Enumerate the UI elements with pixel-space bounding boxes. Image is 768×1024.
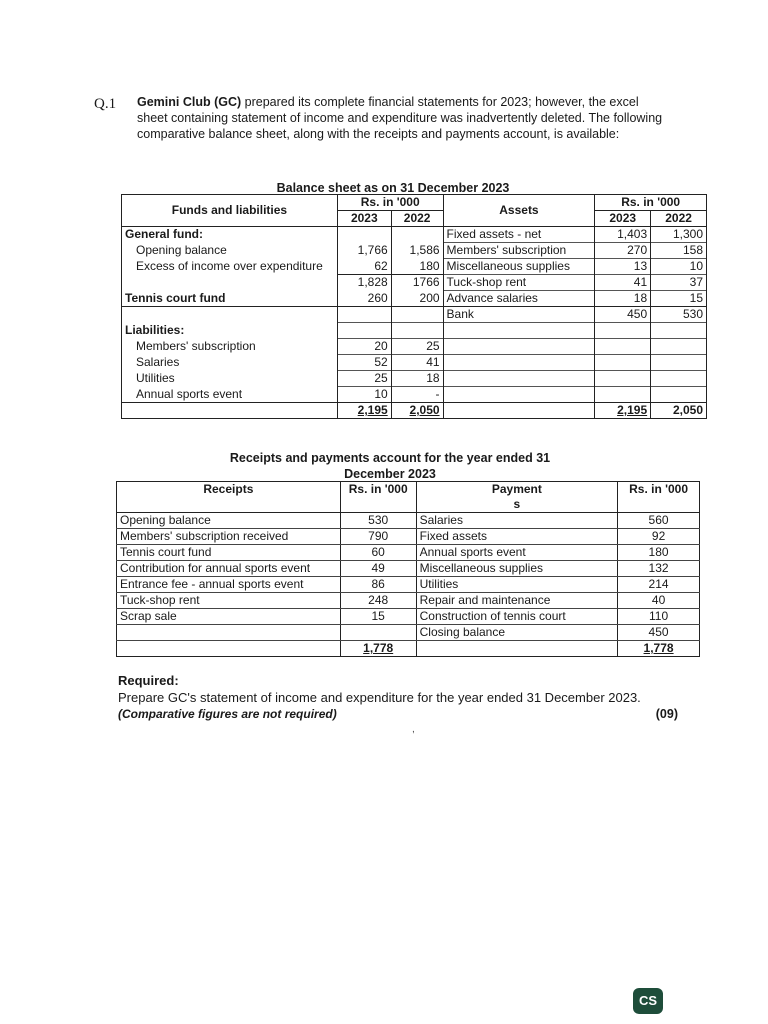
bs-liab-2023: 1,828 — [337, 275, 391, 291]
bs-asset-2023: 41 — [595, 275, 651, 291]
intro-text: prepared its complete financial statements for 2023; however, the excel sheet containing statement of income and expenditure was inadvertently deleted. The following comparative balance sheet, along with the receipts and payments account, is available: — [137, 95, 663, 141]
bs-asset-2023 — [595, 339, 651, 355]
bs-row — [122, 259, 707, 275]
bs-fund-label: Excess of income over expenditure — [122, 259, 338, 275]
rp-row — [117, 625, 700, 641]
rp-title — [210, 450, 570, 482]
bs-liab-2023 — [337, 323, 391, 339]
bs-total-liab-2023: 2,195 — [337, 403, 391, 419]
rp-row — [117, 593, 700, 609]
rp-payment-label: Construction of tennis court — [416, 609, 618, 625]
bs-asset-2022 — [651, 387, 707, 403]
bs-row — [122, 291, 707, 307]
bs-liab-2022: - — [391, 387, 443, 403]
required-note: (Comparative figures are not required) — [118, 707, 337, 721]
rp-payment-amount: 92 — [618, 529, 700, 545]
bs-asset-2023 — [595, 371, 651, 387]
bs-asset-label: Fixed assets - net — [443, 227, 595, 243]
rp-total-payments: 1,778 — [618, 641, 700, 657]
bs-liab-2022 — [391, 307, 443, 323]
bs-asset-2022 — [651, 371, 707, 387]
rp-payments-header-1: Payment — [491, 482, 542, 496]
bs-asset-label: Advance salaries — [443, 291, 595, 307]
bs-total-label — [122, 403, 338, 419]
required-section — [118, 672, 678, 723]
bs-fund-label: Tennis court fund — [122, 291, 338, 307]
rp-receipt-label: Entrance fee - annual sports event — [117, 577, 341, 593]
rp-row — [117, 529, 700, 545]
bs-fund-label: Liabilities: — [122, 323, 338, 339]
rp-payment-label: Miscellaneous supplies — [416, 561, 618, 577]
bs-liab-2022: 180 — [391, 259, 443, 275]
rp-payment-amount: 132 — [618, 561, 700, 577]
rp-receipt-amount: 60 — [340, 545, 416, 561]
balance-sheet-table — [121, 194, 707, 419]
bs-asset-2022: 1,300 — [651, 227, 707, 243]
bs-total-liab-2022: 2,050 — [391, 403, 443, 419]
bs-liab-2022: 18 — [391, 371, 443, 387]
bs-asset-label — [443, 371, 595, 387]
bs-liab-2023: 10 — [337, 387, 391, 403]
bs-row — [122, 339, 707, 355]
bs-fund-label — [122, 307, 338, 323]
rp-payments-header — [416, 482, 618, 513]
rp-row — [117, 513, 700, 529]
rp-row — [117, 577, 700, 593]
rp-total-receipts: 1,778 — [340, 641, 416, 657]
rp-receipt-amount — [340, 625, 416, 641]
rp-title-line2: December 2023 — [344, 467, 436, 481]
bs-asset-label: Tuck-shop rent — [443, 275, 595, 291]
rp-payment-amount: 560 — [618, 513, 700, 529]
rp-row — [117, 561, 700, 577]
bs-liab-2023: 62 — [337, 259, 391, 275]
rp-receipt-label: Members' subscription received — [117, 529, 341, 545]
bs-left-header: Funds and liabilities — [122, 195, 338, 227]
bs-fund-label: Opening balance — [122, 243, 338, 259]
club-name: Gemini Club (GC) — [137, 95, 242, 109]
bs-right-unit: Rs. in '000 — [595, 195, 707, 211]
rp-receipt-label: Tennis court fund — [117, 545, 341, 561]
bs-asset-2022: 15 — [651, 291, 707, 307]
bs-left-year-2022: 2022 — [391, 211, 443, 227]
bs-liab-2022: 1766 — [391, 275, 443, 291]
bs-fund-label: General fund: — [122, 227, 338, 243]
bs-liab-2022: 200 — [391, 291, 443, 307]
bs-liab-2022: 41 — [391, 355, 443, 371]
bs-asset-label: Bank — [443, 307, 595, 323]
rp-receipt-label — [117, 625, 341, 641]
bs-row — [122, 307, 707, 323]
rp-receipt-label: Tuck-shop rent — [117, 593, 341, 609]
bs-right-header: Assets — [443, 195, 595, 227]
rp-receipt-amount: 248 — [340, 593, 416, 609]
bs-asset-2023 — [595, 355, 651, 371]
bs-asset-2022 — [651, 339, 707, 355]
bs-liab-2023: 260 — [337, 291, 391, 307]
bs-right-year-2023: 2023 — [595, 211, 651, 227]
bs-row — [122, 355, 707, 371]
rp-payment-label: Utilities — [416, 577, 618, 593]
rp-receipt-amount: 49 — [340, 561, 416, 577]
bs-asset-label — [443, 339, 595, 355]
rp-payment-label: Repair and maintenance — [416, 593, 618, 609]
question-number: Q.1 — [94, 96, 117, 112]
bs-liab-2023 — [337, 307, 391, 323]
bs-asset-label — [443, 387, 595, 403]
bs-row — [122, 227, 707, 243]
bs-asset-label — [443, 355, 595, 371]
rp-payment-label: Salaries — [416, 513, 618, 529]
rp-receipt-amount: 790 — [340, 529, 416, 545]
bs-liab-2023: 1,766 — [337, 243, 391, 259]
bs-asset-2022 — [651, 323, 707, 339]
bs-asset-2022: 158 — [651, 243, 707, 259]
bs-liab-2023: 20 — [337, 339, 391, 355]
bs-liab-2023: 52 — [337, 355, 391, 371]
bs-asset-2022: 530 — [651, 307, 707, 323]
required-text: Prepare GC's statement of income and expenditure for the year ended 31 December 2023. — [118, 690, 641, 705]
rp-payment-label: Closing balance — [416, 625, 618, 641]
bs-asset-2022 — [651, 355, 707, 371]
bs-asset-label: Miscellaneous supplies — [443, 259, 595, 275]
bs-row — [122, 243, 707, 259]
rp-payment-label: Fixed assets — [416, 529, 618, 545]
bs-fund-label: Utilities — [122, 371, 338, 387]
bs-asset-2023 — [595, 323, 651, 339]
rp-receipt-label: Scrap sale — [117, 609, 341, 625]
rp-total-payments-label — [416, 641, 618, 657]
rp-title-line1: Receipts and payments account for the year ended 31 — [229, 451, 551, 465]
rp-receipt-amount: 530 — [340, 513, 416, 529]
bs-liab-2022: 25 — [391, 339, 443, 355]
rp-payment-amount: 40 — [618, 593, 700, 609]
rp-payment-amount: 180 — [618, 545, 700, 561]
rp-receipts-header: Receipts — [117, 482, 341, 513]
bs-row — [122, 371, 707, 387]
rp-total-label — [117, 641, 341, 657]
rp-payments-header-2: s — [513, 497, 521, 511]
bs-asset-2023: 270 — [595, 243, 651, 259]
bs-liab-2022: 1,586 — [391, 243, 443, 259]
bs-asset-2023: 13 — [595, 259, 651, 275]
balance-sheet-title: Balance sheet as on 31 December 2023 — [276, 181, 510, 195]
bs-asset-2023: 1,403 — [595, 227, 651, 243]
rp-payment-label: Annual sports event — [416, 545, 618, 561]
stray-mark: , — [412, 724, 415, 735]
bs-asset-label: Members' subscription — [443, 243, 595, 259]
bs-asset-2022: 37 — [651, 275, 707, 291]
bs-liab-2023: 25 — [337, 371, 391, 387]
required-title: Required: — [118, 673, 179, 688]
rp-payment-amount: 214 — [618, 577, 700, 593]
bs-total-asset-2022: 2,050 — [651, 403, 707, 419]
rp-receipt-amount: 15 — [340, 609, 416, 625]
rp-receipt-label: Contribution for annual sports event — [117, 561, 341, 577]
bs-row — [122, 275, 707, 291]
bs-left-unit: Rs. in '000 — [337, 195, 443, 211]
bs-asset-2023: 18 — [595, 291, 651, 307]
bs-total-asset-2023: 2,195 — [595, 403, 651, 419]
bs-right-year-2022: 2022 — [651, 211, 707, 227]
bs-fund-label: Members' subscription — [122, 339, 338, 355]
bs-fund-label — [122, 275, 338, 291]
bs-row — [122, 323, 707, 339]
bs-asset-2023: 450 — [595, 307, 651, 323]
bs-asset-label — [443, 323, 595, 339]
bs-liab-2022 — [391, 227, 443, 243]
rp-row — [117, 545, 700, 561]
bs-total-asset-label — [443, 403, 595, 419]
bs-liab-2022 — [391, 323, 443, 339]
bs-fund-label: Annual sports event — [122, 387, 338, 403]
bs-asset-2023 — [595, 387, 651, 403]
rp-payments-unit: Rs. in '000 — [618, 482, 700, 513]
question-intro — [137, 94, 667, 142]
receipts-payments-table — [116, 481, 700, 657]
rp-receipt-label: Opening balance — [117, 513, 341, 529]
bs-row — [122, 387, 707, 403]
bs-asset-2022: 10 — [651, 259, 707, 275]
camscanner-logo: CS — [633, 988, 663, 1014]
bs-fund-label: Salaries — [122, 355, 338, 371]
bs-left-year-2023: 2023 — [337, 211, 391, 227]
rp-payment-amount: 110 — [618, 609, 700, 625]
rp-row — [117, 609, 700, 625]
rp-receipt-amount: 86 — [340, 577, 416, 593]
bs-liab-2023 — [337, 227, 391, 243]
marks: (09) — [655, 707, 678, 721]
rp-payment-amount: 450 — [618, 625, 700, 641]
rp-receipts-unit: Rs. in '000 — [340, 482, 416, 513]
